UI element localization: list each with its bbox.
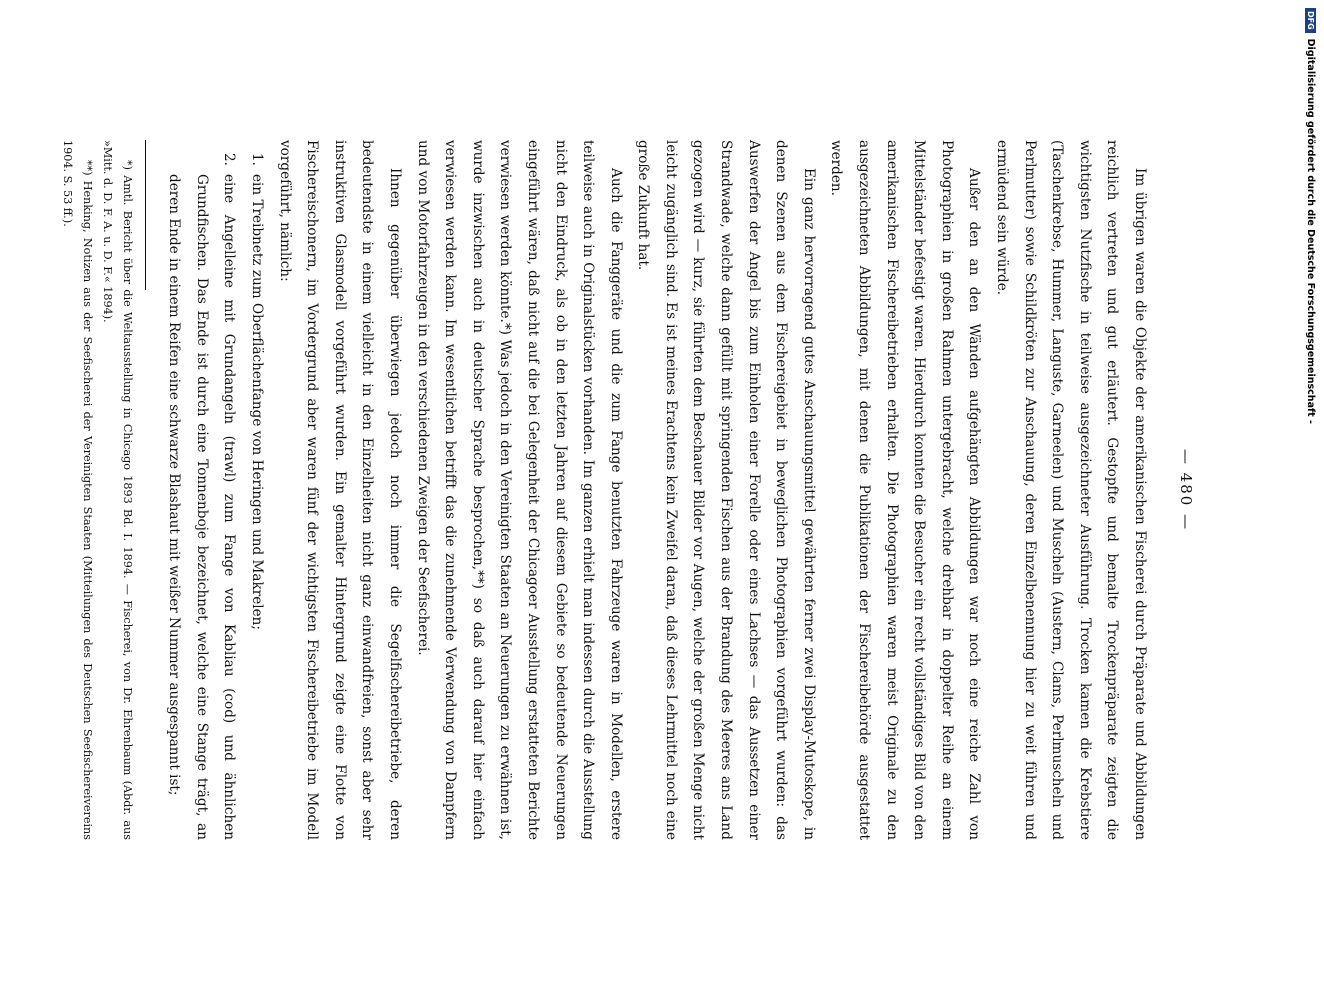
paragraph-5: Ihnen gegenüber überwiegen jedoch noch immer die Segelfischereibetriebe, deren bedeutendste in einem vielleicht in den Einzelheiten nicht ganz einwandfreien, sonst aber sehr instruktiven Glasmodell vorgeführt wurden. Ein gemalter Hintergrund zeigte eine Flotte von Fischereischonern, im Vordergrund aber waren fünf der wichtigsten Fischereibetriebe im Modell vorgeführt, nämlich: xyxy=(276,140,403,840)
list-item xyxy=(160,140,243,840)
rotated-page xyxy=(60,140,1195,840)
paragraph-4: Auch die Fanggeräte und die zum Fange benutzten Fahrzeuge waren in Modellen, erstere teilweise auch in Originalstücken vorhanden. Im ganzen erhielt man indessen durch die Ausstellung nicht den Eindruck, als ob in den letzten Jahren auf diesem Gebiete so bedeutende Neuerungen eingeführt wären, daß nicht auf die bei Gelegenheit der Chicagoer Ausstellung erstatteten Berichte verwiesen werden könnte.*) Was jedoch in den Vereinigten Staaten an Neuerungen zu erwähnen ist, wurde inzwischen auch in deutscher Sprache besprochen,**) so daß auch darauf hier einfach verwiesen werden kann. Im wesentlichen betrifft das die zunehmende Verwendung von Dampfern und von Motorfahrzeugen in den verschiedenen Zweigen der Seefischerei. xyxy=(414,140,624,840)
paragraph-2: Außer den an den Wänden aufgehängten Abbildungen war noch eine reiche Zahl von Photographien in großen Rahmen untergebracht, welche drehbar in doppelter Reihe an einem Mittelständer befestigt waren. Hierdurch konnten die Besucher ein recht vollständiges Bild von den amerikanischen Fischereibetrieben erhalten. Die Photographien waren meist Originale zu den ausgezeichneten Abbildungen, mit denen die Publikationen der Fischereibehörde ausgestattet werden. xyxy=(828,140,983,840)
list-item-text: eine Angelleine mit Grundangeln (trawl) zum Fange von Kabliau (cod) und ähnlichen Grundfischen. Das Ende ist durch eine Tonnenboje bezeichnet, welche eine Stange trägt, an deren Ende in einem Reifen eine schwarze Blashaut mit weißer Nummer ausgespannt ist; xyxy=(166,174,238,840)
digitization-credit xyxy=(1305,8,1316,424)
footnote-divider xyxy=(145,140,146,290)
paragraph-1: Im übrigen waren die Objekte der amerikanischen Fischerei durch Präparate und Abbildungen reichlich vertreten und gut erläutert. Gestopfte und bemalte Trockenpräparate zeigten die wichtigsten Nutzfische in teilweise ausgezeichneter Ausführung. Trocken kamen die Krebstiere (Taschenkrebse, Hummer, Languste, Garneelen) und Muscheln (Austern, Clams, Perlmuscheln und Perlmutter) sowie Schildkröten zur Anschauung, deren Einzelbenennung hier zu weit führen und ermüdend sein würde. xyxy=(994,140,1148,840)
list-item-text: ein Treibnetz zum Oberflächenfange von Heringen und Makrelen; xyxy=(249,174,265,631)
paragraph-3: Ein ganz hervorragend gutes Anschauungsmittel gewährten ferner zwei Display-Mutoskope, in denen Szenen aus dem Fischereigebiet in beweglichen Photographien vorgeführt wurden: das Auswerfen der Angel bis zum Einholen einer Forelle oder eines Lachses — das Aussetzen einer Strandwade, welche dann gefüllt mit springenden Fischen aus der Brandung des Meeres ans Land gezogen wird — kurz, sie führten dem Beschauer Bilder vor Augen, welche der großen Menge nicht leicht zugänglich sind. Es ist meines Erachtens kein Zweifel daran, daß dieses Lehrmittel noch eine große Zukunft hat. xyxy=(635,140,817,840)
list-item-number: 1. xyxy=(249,153,265,166)
footnote-2: **) Henking, Notizen aus der Seefischerei der Vereinigten Staaten (Mitteilungen des Deutschen Seefischereivereins 1904. S. 53 ff.). xyxy=(60,140,94,840)
fishing-methods-list xyxy=(160,140,270,840)
dfg-logo-icon: DFG xyxy=(1305,8,1316,33)
credit-text: Digitalisierung gefördert durch die Deutsche Forschungsgemeinschaft - xyxy=(1305,38,1316,424)
footnote-1: *) Amtl. Bericht über die Weltausstellung in Chicago 1893 Bd. I. 1894. — Fischerei, von Dr. Ehrenbaum (Abdr. aus »Mitt. d. D. F. A. u. D. F.« 1894). xyxy=(100,140,134,840)
page-number-header: — 480 — xyxy=(1177,448,1195,532)
list-item-number: 2. xyxy=(221,153,238,166)
list-item xyxy=(242,140,270,840)
